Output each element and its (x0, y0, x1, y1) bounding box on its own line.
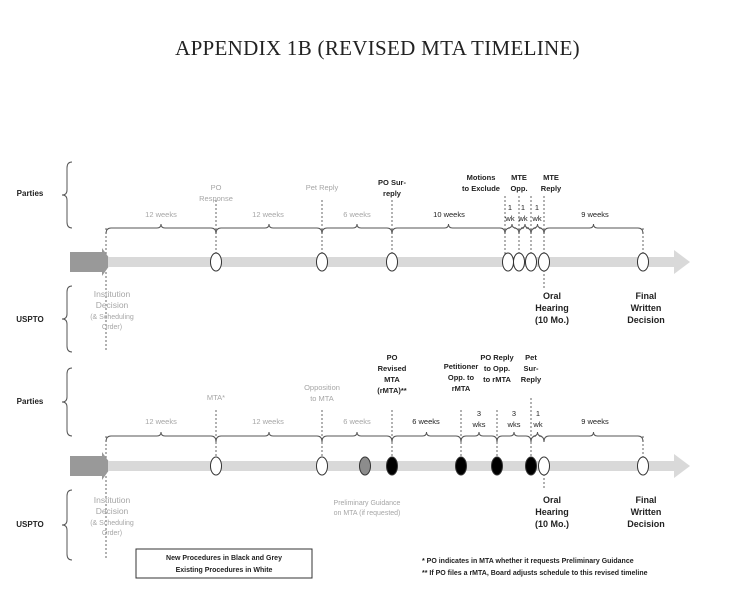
top-uspto-event-line: Final (635, 291, 657, 301)
bottom-party-event-line: to Opp. (483, 364, 511, 373)
duration-label: 1 (507, 203, 513, 212)
bottom-party-event-line: to rMTA (483, 375, 511, 384)
duration-label: wks (507, 420, 521, 429)
bottom-timeline-bar-start-arrow-body (70, 456, 102, 476)
footnote: * PO indicates in MTA whether it requests Preliminary Guidance (422, 558, 634, 565)
bottom-party-event-line: Reply (520, 375, 542, 384)
duration-brace (531, 432, 544, 442)
bottom-event-marker-new-black (526, 457, 537, 475)
bottom-uspto-event-line: Hearing (535, 507, 569, 517)
uspto-row-label: USPTO (16, 520, 44, 529)
bottom-party-event-line: Sur- (523, 364, 539, 373)
bottom-event-marker-new-black (456, 457, 467, 475)
bottom-party-event-line: rMTA (451, 384, 471, 393)
legend-line: New Procedures in Black and Grey (166, 555, 282, 562)
top-timeline-bar-end-arrowhead (674, 250, 690, 274)
duration-brace (544, 432, 643, 442)
duration-label: wk (532, 214, 542, 223)
duration-brace (322, 224, 392, 234)
duration-brace (497, 432, 531, 442)
duration-label: 12 weeks (252, 417, 284, 426)
duration-label: 6 weeks (412, 417, 440, 426)
bottom-event-marker-new-black (387, 457, 398, 475)
duration-label: 1 (520, 203, 526, 212)
top-party-event-line: PO (210, 183, 222, 192)
bottom-party-event-line: Opposition (304, 383, 340, 392)
duration-brace (461, 432, 497, 442)
bottom-uspto-event-line: Preliminary Guidance (333, 500, 401, 507)
legend-line: Existing Procedures in White (175, 567, 273, 574)
duration-label: 12 weeks (145, 210, 177, 219)
top-uspto-event-line: (10 Mo.) (534, 315, 570, 325)
duration-brace (505, 224, 519, 234)
bottom-uspto-event-line: Oral (542, 495, 562, 505)
duration-label: wks (472, 420, 486, 429)
duration-label: 3 (476, 409, 482, 418)
bottom-event-marker (317, 457, 328, 475)
top-event-marker (539, 253, 550, 271)
duration-brace (519, 224, 531, 234)
duration-label: 1 (534, 203, 540, 212)
bottom-event-marker (539, 457, 550, 475)
duration-brace (531, 224, 544, 234)
parties-row-label: Parties (16, 397, 44, 406)
bottom-party-event-line: MTA* (206, 393, 226, 402)
duration-brace (106, 224, 216, 234)
duration-brace (106, 432, 216, 442)
bottom-uspto-event-line: Institution (93, 495, 131, 505)
bottom-party-event-line: Pet (525, 353, 537, 362)
top-party-event-line: to Exclude (462, 184, 500, 193)
bottom-uspto-event-sub-line: Order) (101, 530, 123, 537)
duration-label: wk (505, 214, 515, 223)
bottom-uspto-event-line: Decision (627, 519, 665, 529)
top-party-event-line: PO Sur- (378, 178, 406, 187)
uspto-row-label: USPTO (16, 315, 44, 324)
top-uspto-event-sub-line: Order) (101, 324, 123, 331)
top-uspto-event-sub-line: (& Scheduling (90, 314, 134, 321)
duration-label: 6 weeks (343, 417, 371, 426)
bottom-timeline-bar-end-arrowhead (674, 454, 690, 478)
bottom-uspto-event-line: (10 Mo.) (534, 519, 570, 529)
bottom-party-event-line: MTA (384, 375, 400, 384)
bottom-uspto-event-line: Written (630, 507, 662, 517)
duration-label: 9 weeks (581, 210, 609, 219)
top-event-marker (387, 253, 398, 271)
bottom-party-event-line: PO (386, 353, 398, 362)
top-party-event-line: Response (199, 194, 233, 203)
bottom-party-event-line: Petitioner (443, 362, 479, 371)
bottom-event-marker (638, 457, 649, 475)
bottom-event-marker-new-black (492, 457, 503, 475)
top-party-event-line: reply (383, 189, 401, 198)
top-party-event-line: Pet Reply (305, 183, 339, 192)
duration-label: 12 weeks (252, 210, 284, 219)
duration-brace (392, 224, 505, 234)
top-event-marker (638, 253, 649, 271)
footnote: ** If PO files a rMTA, Board adjusts schedule to this revised timeline (422, 570, 648, 577)
duration-brace (216, 432, 322, 442)
top-event-marker (317, 253, 328, 271)
top-party-event-line: MTE (543, 173, 559, 182)
bottom-uspto-event-sub-line: (& Scheduling (90, 520, 134, 527)
top-uspto-event-line: Institution (93, 289, 131, 299)
bottom-event-marker (211, 457, 222, 475)
bottom-party-event-line: to MTA (310, 394, 334, 403)
top-uspto-event-line: Decision (627, 315, 665, 325)
top-party-event-line: MTE (511, 173, 527, 182)
top-party-event-line: Motions (466, 173, 496, 182)
parties-brace (62, 162, 72, 228)
bottom-party-event-line: Revised (377, 364, 407, 373)
duration-label: 12 weeks (145, 417, 177, 426)
top-party-event-line: Opp. (510, 184, 528, 193)
page-title: APPENDIX 1B (REVISED MTA TIMELINE) (175, 36, 580, 60)
duration-label: wk (533, 420, 543, 429)
bottom-uspto-event-line: Final (635, 495, 657, 505)
duration-brace (216, 224, 322, 234)
bottom-uspto-event-line: Decision (95, 506, 129, 516)
duration-brace (544, 224, 643, 234)
top-event-marker (503, 253, 514, 271)
top-party-event-line: Reply (540, 184, 562, 193)
bottom-event-marker-new-grey (360, 457, 371, 475)
bottom-party-event-line: PO Reply (480, 353, 514, 362)
duration-label: 3 (511, 409, 517, 418)
duration-label: 9 weeks (581, 417, 609, 426)
duration-label: 10 weeks (433, 210, 465, 219)
top-event-marker (211, 253, 222, 271)
duration-label: 1 (535, 409, 541, 418)
duration-label: 6 weeks (343, 210, 371, 219)
duration-brace (322, 432, 392, 442)
top-uspto-event-line: Oral (542, 291, 562, 301)
parties-row-label: Parties (16, 189, 44, 198)
parties-brace (62, 368, 72, 436)
duration-brace (392, 432, 461, 442)
top-event-marker (526, 253, 537, 271)
bottom-party-event-line: Opp. to (447, 373, 475, 382)
top-event-marker (514, 253, 525, 271)
uspto-brace (62, 490, 72, 560)
top-uspto-event-line: Written (630, 303, 662, 313)
top-uspto-event-line: Hearing (535, 303, 569, 313)
duration-label: wk (518, 214, 528, 223)
top-timeline-bar-start-arrow-body (70, 252, 102, 272)
bottom-party-event-line: (rMTA)** (377, 386, 407, 395)
uspto-brace (62, 286, 72, 352)
top-uspto-event-line: Decision (95, 300, 129, 310)
bottom-uspto-event-line: on MTA (if requested) (333, 510, 401, 517)
